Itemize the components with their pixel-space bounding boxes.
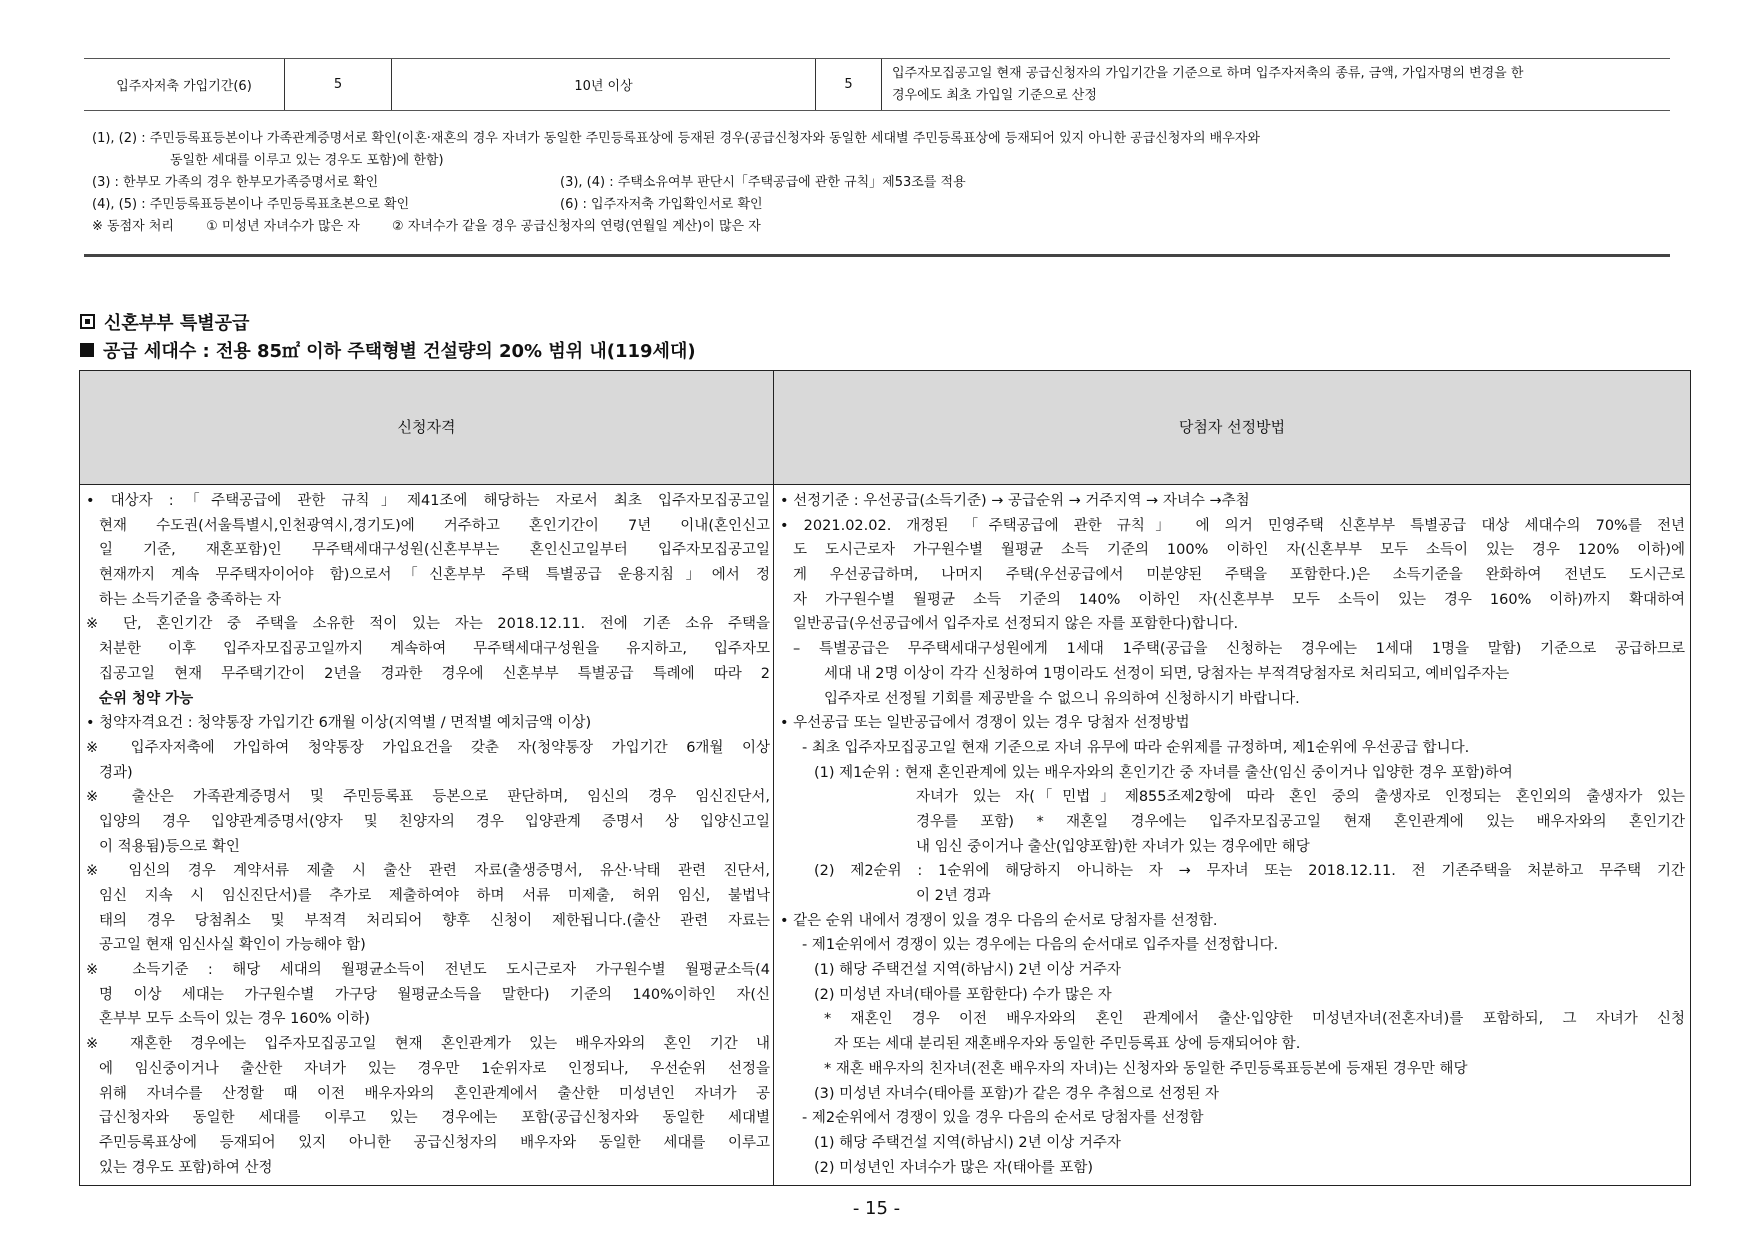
sub-heading (80, 337, 696, 363)
text-line: 자녀가 있는 자(「민법」제855조제2항에 따라 혼인 중의 출생자로 인정되는 혼인외의 출생자가 있는 (916, 789, 1685, 806)
text-line: • 2021.02.02. 개정된 「주택공급에 관한 규칙」 에 의거 민영주택 신혼부부 특별공급 대상 세대수의 70%를 전년 (780, 517, 1685, 534)
text-line: 세대 내 2명 이상이 각각 신청하여 1명이라도 선정이 되면, 당첨자는 부적격당첨자로 처리되고, 예비입주자는 (824, 665, 1510, 682)
section-heading-text: 신혼부부 특별공급 (104, 313, 250, 334)
text-line: ※ 임신의 경우 계약서류 제출 시 출산 관련 자료(출생증명서, 유산·낙태 관련 진단서, (86, 863, 770, 880)
text-line: • 우선공급 또는 일반공급에서 경쟁이 있는 경우 당첨자 선정방법 (780, 715, 1190, 732)
text-line: - 제1순위에서 경쟁이 있는 경우에는 다음의 순서대로 입주자를 선정합니다. (802, 937, 1279, 954)
text-line: 자 또는 세대 분리된 재혼배우자와 동일한 주민등록표 상에 등재되어야 함. (834, 1036, 1301, 1053)
text-line: 에 임신중이거나 출산한 자녀가 있는 경우만 1순위자로 인정되나, 우선순위 선정을 (99, 1060, 770, 1077)
text-line: 현재 수도권(서울특별시,인천광역시,경기도)에 거주하고 혼인기간이 7년 이내(혼인신고 (99, 517, 770, 534)
score-value: 5 (285, 59, 392, 110)
text-line: 자 가구원수별 월평균 소득 기준의 140% 이하인 자(신혼부부 모두 소득이 있는 경우 160% 이하)까지 확대하여 (793, 591, 1685, 608)
text-line: (1) 제1순위 : 현재 혼인관계에 있는 배우자와의 혼인기간 중 자녀를 출산(임신 중이거나 입양한 경우 포함)하여 (814, 764, 1513, 781)
text-line: 주민등록표상에 등재되어 있지 아니한 공급신청자의 배우자와 동일한 세대를 이루고 (99, 1134, 770, 1151)
text-line: 이 2년 경과 (916, 888, 991, 904)
score-label: 입주자저축 가입기간(6) (84, 59, 285, 110)
text-line: * 재혼인 경우 이전 배우자와의 혼인 관계에서 출산·입양한 미성년자녀(전혼자녀)를 포함하되, 그 자녀가 신청 (824, 1011, 1685, 1028)
text-line: 하는 소득기준을 충족하는 자 (99, 591, 281, 608)
score-note-line2: 경우에도 최초 가입일 기준으로 산정 (892, 87, 1097, 103)
text-line: 일 기준, 재혼포함)인 무주택세대구성원(신혼부부는 혼인신고일부터 입주자모집공고일 (99, 542, 770, 559)
checkbox-square-icon (80, 314, 95, 329)
footnote-text: (4), (5) : 주민등록표등본이나 주민등록표초본으로 확인 (92, 197, 410, 212)
footnote-line: (1), (2) : 주민등록표등본이나 가족관계증명서로 확인(이혼·재혼의 경우 자녀가 동일한 주민등록표상에 등재된 경우(공급신청자와 동일한 세대별 주민등록표상에 등재되어 있지 아니한 공급신청자의 배우자와 (92, 131, 1260, 146)
footnote-line (92, 194, 1652, 216)
text-line: 태의 경우 당첨취소 및 부적격 처리되어 향후 신청이 제한됩니다.(출산 관련 자료는 (99, 912, 770, 929)
text-line: ※ 소득기준 : 해당 세대의 월평균소득이 전년도 도시근로자 가구원수별 월평균소득(4 (86, 962, 770, 979)
eligibility-table (79, 370, 1691, 1186)
text-line: ※ 재혼한 경우에는 입주자모집공고일 현재 혼인관계가 있는 배우자와의 혼인 기간 내 (86, 1036, 770, 1053)
text-line: • 같은 순위 내에서 경쟁이 있을 경우 다음의 순서로 당첨자를 선정함. (780, 912, 1218, 929)
eligibility-column (86, 489, 770, 1180)
text-line: 일반공급(우선공급에서 입주자로 선정되지 않은 자를 포함한다)합니다. (793, 616, 1239, 633)
text-line: 처분한 이후 입주자모집공고일까지 계속하여 무주택세대구성원을 유지하고, 입주자모 (99, 641, 770, 658)
text-line: 입양의 경우 입양관계증명서(양자 및 친양자의 경우 입양관계 증명서 상 입양신고일 (99, 813, 770, 830)
footnote-text: (3), (4) : 주택소유여부 판단시「주택공급에 관한 규칙」제53조를 적용 (560, 175, 966, 190)
text-line: 혼부부 모두 소득이 있는 경우 160% 이하) (99, 1011, 370, 1028)
text-line: 게 우선공급하며, 나머지 주택(우선공급에서 미분양된 주택을 포함한다.)은 소득기준을 완화하여 전년도 도시근로 (793, 567, 1685, 584)
text-line: 현재까지 계속 무주택자이어야 함)으로서「신혼부부 주택 특별공급 운용지침」에서 정 (99, 567, 770, 584)
section-divider (84, 254, 1670, 257)
footnote-text: (6) : 입주자저축 가입확인서로 확인 (560, 197, 763, 212)
tie-rule (92, 216, 1652, 238)
text-line: 임신 지속 시 임신진단서)를 추가로 제출하여야 하며 서류 미제출, 허위 임신, 불법낙 (99, 888, 770, 904)
tie-label: ※ 동점자 처리 (92, 219, 174, 234)
footnotes (92, 128, 1652, 238)
text-line: ※ 단, 혼인기간 중 주택을 소유한 적이 있는 자는 2018.12.11. 전에 기존 소유 주택을 (86, 616, 770, 633)
page-number: - 15 - (852, 1198, 901, 1219)
text-line: 명 이상 세대는 가구원수별 가구당 월평균소득을 말한다) 기준의 140%이하인 자(신 (99, 986, 770, 1003)
text-line: * 재혼 배우자의 친자녀(전혼 배우자의 자녀)는 신청자와 동일한 주민등록표등본에 등재된 경우만 해당 (824, 1060, 1468, 1077)
tie-rule-1: ① 미성년 자녀수가 많은 자 (206, 219, 360, 234)
text-line: (3) 미성년 자녀수(태아를 포함)가 같은 경우 추첨으로 선정된 자 (814, 1085, 1219, 1102)
text-line: 경우를 포함) * 재혼일 경우에는 입주자모집공고일 현재 혼인관계에 있는 배우자와의 혼인기간 (916, 813, 1685, 830)
text-line: ※ 입주자저축에 가입하여 청약통장 가입요건을 갖춘 자(청약통장 가입기간 6개월 이상 (86, 739, 770, 756)
sub-heading-text: 공급 세대수 : 전용 85㎡ 이하 주택형별 건설량의 20% 범위 내(119세대) (103, 341, 696, 362)
text-line: – 특별공급은 무주택세대구성원에게 1세대 1주택(공급을 신청하는 경우에는 1세대 1명을 말함) 기준으로 공급하므로 (793, 641, 1685, 658)
text-line: (1) 해당 주택건설 지역(하남시) 2년 이상 거주자 (814, 1134, 1121, 1151)
table-header (80, 371, 1690, 485)
text-line: (2) 제2순위 : 1순위에 해당하지 아니하는 자 → 무자녀 또는 2018.12.11. 전 기존주택을 처분하고 무주택 기간 (814, 863, 1685, 880)
black-square-icon (80, 343, 94, 357)
text-line: • 대상자 :「주택공급에 관한 규칙」제41조에 해당하는 자로서 최초 입주자모집공고일 (86, 493, 770, 509)
text-line: 공고일 현재 임신사실 확인이 가능해야 함) (99, 937, 366, 954)
text-line (86, 687, 770, 712)
text-line: 있는 경우도 포함)하여 산정 (99, 1159, 273, 1176)
text-line: - 제2순위에서 경쟁이 있을 경우 다음의 순서로 당첨자를 선정함 (802, 1110, 1204, 1127)
text-line: - 최초 입주자모집공고일 현재 기준으로 자녀 유무에 따라 순위제를 규정하며, 제1순위에 우선공급 합니다. (802, 739, 1470, 756)
header-eligibility: 신청자격 (397, 418, 456, 436)
score-note-line1: 입주자모집공고일 현재 공급신청자의 가입기간을 기준으로 하며 입주자저축의 종류, 금액, 가입자명의 변경을 한 (892, 65, 1524, 81)
text-line: • 선정기준 : 우선공급(소득기준) → 공급순위 → 거주지역 → 자녀수 →추첨 (780, 493, 1250, 509)
text-line: 집공고일 현재 무주택기간이 2년을 경과한 경우에 신혼부부 특별공급 특례에 따라 2 (99, 665, 770, 682)
text-line: • 청약자격요건 : 청약통장 가입기간 6개월 이상(지역별 / 면적별 예치금액 이상) (86, 715, 592, 732)
text-line: (2) 미성년인 자녀수가 많은 자(태아를 포함) (814, 1159, 1094, 1176)
footnote-text: (3) : 한부모 가족의 경우 한부모가족증명서로 확인 (92, 175, 379, 190)
text-bold: 순위 청약 가능 (99, 690, 194, 707)
text-line: 위해 자녀수를 산정할 때 이전 배우자와의 혼인관계에서 출산한 미성년인 자녀가 공 (99, 1085, 770, 1102)
footnote-line: 동일한 세대를 이루고 있는 경우도 포함)에 한함) (170, 153, 444, 168)
text-line: 경과) (99, 764, 133, 781)
score-points: 5 (816, 59, 882, 110)
text-line: 입주자로 선정될 기회를 제공받을 수 없으니 유의하여 신청하시기 바랍니다. (824, 690, 1300, 707)
score-condition: 10년 이상 (392, 59, 816, 110)
text-line: (1) 해당 주택건설 지역(하남시) 2년 이상 거주자 (814, 962, 1121, 979)
section-heading (80, 309, 249, 335)
text-line: 도 도시근로자 가구원수별 월평균 소득 기준의 100% 이하인 자(신혼부부 모두 소득이 있는 경우 120% 이하)에 (793, 542, 1685, 559)
text-line: 급신청자와 동일한 세대를 이루고 있는 경우에는 포함(공급신청자와 동일한 세대별 (99, 1110, 770, 1127)
column-divider (773, 371, 774, 1185)
score-note (882, 59, 1670, 110)
tie-rule-2: ② 자녀수가 같을 경우 공급신청자의 연령(연월일 계산)이 많은 자 (392, 219, 761, 234)
text-line: 내 임신 중이거나 출산(입양포함)한 자녀가 있는 경우에만 해당 (916, 838, 1310, 855)
header-selection-method: 당첨자 선정방법 (1178, 418, 1286, 436)
footnote-line (92, 172, 1652, 194)
selection-method-column (780, 489, 1685, 1180)
text-line: ※ 출산은 가족관계증명서 및 주민등록표 등본으로 판단하며, 임신의 경우 임신진단서, (86, 789, 770, 806)
text-line: 이 적용됨)등으로 확인 (99, 838, 240, 855)
text-line: (2) 미성년 자녀(태아를 포함한다) 수가 많은 자 (814, 986, 1112, 1003)
score-table-row (84, 58, 1670, 111)
